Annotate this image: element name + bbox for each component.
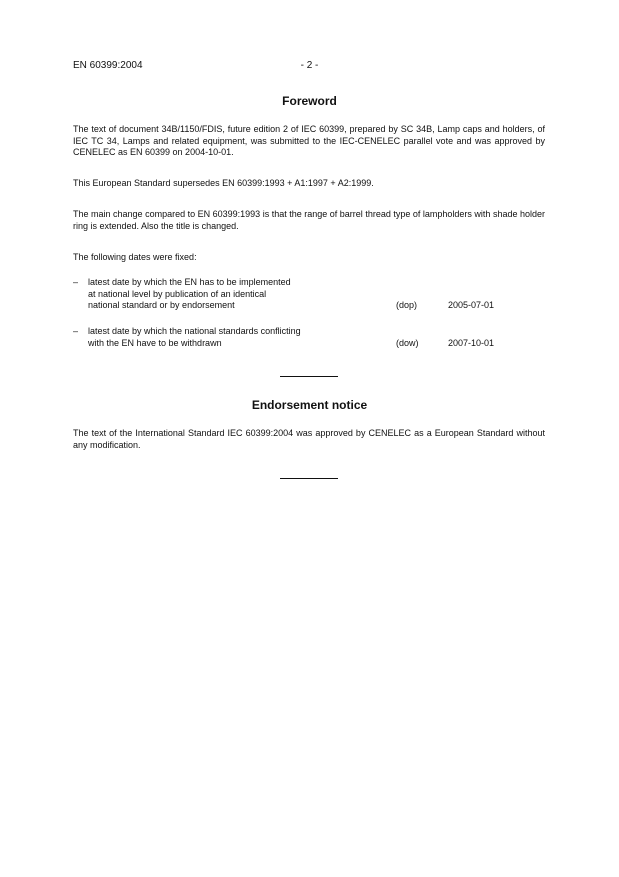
date-item-dow-line-2: with the EN have to be withdrawn [88, 337, 222, 348]
date-item-dop-text [88, 277, 368, 312]
page-number: - 2 - [300, 60, 319, 71]
endorsement-title: Endorsement notice [251, 398, 368, 412]
foreword-paragraph-3: The main change compared to EN 60399:1993 is that the range of barrel thread type of lampholders with shade holder ring is extended. Also the title is changed. [73, 209, 545, 231]
date-item-dop-line-3: national standard or by endorsement [88, 300, 235, 310]
date-item-dow-bullet: – [73, 326, 79, 336]
date-item-dow-code: (dow) [396, 338, 419, 348]
date-item-dop-bullet: – [73, 277, 79, 287]
foreword-paragraph-2: This European Standard supersedes EN 60399:1993 + A1:1997 + A2:1999. [73, 178, 374, 188]
foreword-paragraph-4: The following dates were fixed: [73, 252, 197, 262]
date-item-dow-text [88, 326, 368, 349]
section-divider-2 [280, 478, 338, 479]
date-item-dop-date: 2005-07-01 [448, 300, 495, 310]
date-item-dow-date: 2007-10-01 [448, 338, 495, 348]
document-id: EN 60399:2004 [73, 60, 143, 71]
date-item-dop-line-2: at national level by publication of an identical [88, 288, 267, 299]
foreword-paragraph-1: The text of document 34B/1150/FDIS, future edition 2 of IEC 60399, prepared by SC 34B, Lamp caps and holders, of IEC TC 34, Lamps and related equipment, was submitted to the IEC-CENELEC parallel vote and was approved by CENELEC as EN 60399 on 2004-10-01. [73, 124, 545, 157]
section-divider-1 [280, 376, 338, 377]
endorsement-paragraph: The text of the International Standard IEC 60399:2004 was approved by CENELEC as a European Standard without any modification. [73, 428, 545, 450]
date-item-dop-code: (dop) [396, 300, 418, 310]
date-item-dop-line-1: latest date by which the EN has to be implemented [88, 277, 291, 287]
foreword-title: Foreword [282, 94, 337, 108]
date-item-dow-line-1: latest date by which the national standards conflicting [88, 326, 301, 336]
